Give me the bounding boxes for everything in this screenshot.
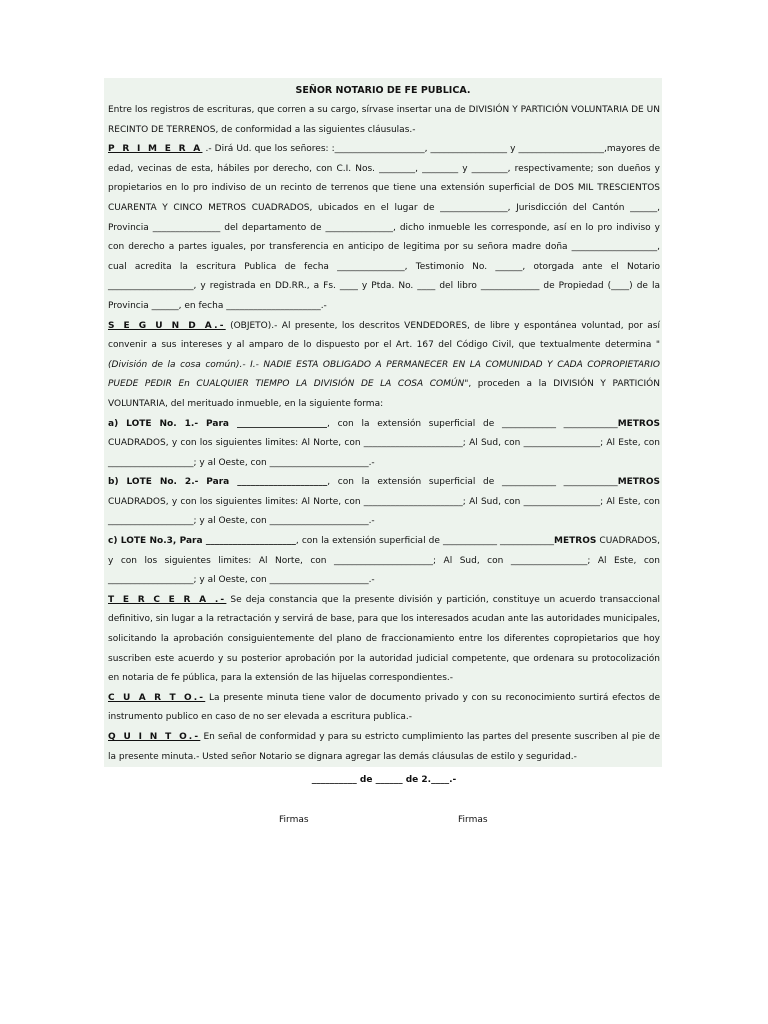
- clause-text: Se deja constancia que la presente división y partición, constituye un acuerdo transaccional definitivo, sin lugar a la retractación y servirá de base, para que los interesados acudan ante las autoridades municipales, solicitando la aprobación consiguientemente del plano de fraccionamiento entre los diferentes copropietarios que hoy suscriben este acuerdo y su posterior aprobación por la autoridad judicial competente, que ordenara su protocolización en notaria de fe pública, para la extensión de las hijuelas correspondientes.-: [108, 594, 660, 684]
- clause-cuarto: [108, 689, 660, 728]
- lote-metros: METROS: [617, 418, 660, 429]
- lote-text: , con la extensión superficial de ____________ ____________: [327, 418, 618, 429]
- lote-rest: CUADRADOS, y con los siguientes limites: Al Norte, con ______________________; Al Sud, con _________________; Al Este, con ___________________; y al Oeste, con ______________________.-: [108, 536, 661, 586]
- clause-label: C U A R T O.-: [108, 692, 206, 703]
- clause-label: S E G U N D A.-: [108, 320, 226, 331]
- lote-head: c) LOTE No.3, Para ____________________: [108, 536, 296, 547]
- clause-label: P R I M E R A: [108, 144, 203, 155]
- clause-text: La presente minuta tiene valor de documento privado y con su reconocimiento surtirá efectos de instrumento publico en caso de no ser elevada a escritura publica.-: [108, 692, 660, 723]
- lote-a: [108, 415, 660, 474]
- lote-text: , con la extensión superficial de ____________ ____________: [295, 536, 555, 547]
- clause-text: .- Dirá Ud. que los señores: :____________________, _________________ y ___________________,mayores de edad, vecinas de esta, hábiles por derecho, con C.I. Nos. ________, ________ y ________, respectivamente; son dueños y propietarios en lo pro indiviso de un recinto de terrenos que tiene una extensión superficial de DOS MIL TRESCIENTOS CUARENTA Y CINCO METROS CUADRADOS, ubicados en el lugar de _______________, Jurisdicción del Cantón ______, Provincia _______________ del departamento de _______________, dicho inmueble les corresponde, así en lo pro indiviso y con derecho a partes iguales, por transferencia en anticipo de legitima por su señora madre doña ___________________, cual acredita la escritura Publica de fecha _______________, Testimonio No. ______, otorgada ante el Notario ___________________, y registrada en DD.RR., a Fs. ____ y Ptda. No. ____ del libro _____________ de Propiedad (____) de la Provincia ______, en fecha _____________________.-: [108, 144, 661, 311]
- lote-b: [108, 473, 660, 532]
- clause-text: En señal de conformidad y para su estricto cumplimiento las partes del presente suscriben al pie de la presente minuta.- Usted señor Notario se dignara agregar las demás cláusulas de estilo y seguridad.-: [108, 732, 660, 762]
- document-title: SEÑOR NOTARIO DE FE PUBLICA.: [295, 85, 471, 96]
- lote-head: b) LOTE No. 2.- Para ____________________: [108, 477, 328, 488]
- lote-head: a) LOTE No. 1.- Para ____________________: [108, 418, 327, 429]
- clause-primera: [108, 140, 660, 316]
- clause-tercera: [108, 591, 660, 689]
- document-page: [104, 78, 662, 767]
- clause-quinto: [108, 728, 660, 767]
- quoted-article: (División de la cosa común).- I.- NADIE ESTA OBLIGADO A PERMANECER EN LA COMUNIDAD Y CADA COPROPIETARIO PUEDE PEDIR En CUALQUIER TIEMPO LA DIVISIÓN DE LA COSA COMÚN: [108, 359, 660, 390]
- intro-paragraph: Entre los registros de escrituras, que corren a su cargo, sírvase insertar una de DIVISIÓN Y PARTICIÓN VOLUNTARIA DE UN RECINTO DE TERRENOS, de conformidad a las siguientes cláusulas.-: [108, 105, 660, 135]
- lote-rest: CUADRADOS, y con los siguientes limites: Al Norte, con ______________________; Al Sud, con _________________; Al Este, con ___________________; y al Oeste, con ______________________.-: [108, 438, 660, 468]
- lote-metros: METROS: [617, 477, 660, 488]
- clause-label: Q U I N T O.-: [108, 732, 201, 742]
- date-line: __________ de ______ de 2.____.-: [311, 775, 457, 785]
- lote-metros: METROS: [554, 536, 597, 547]
- signature-label-right: Firmas: [458, 815, 488, 825]
- document-body: [108, 101, 660, 767]
- lote-text: , con la extensión superficial de ____________ ____________: [327, 477, 618, 488]
- clause-label: T E R C E R A .-: [108, 594, 227, 605]
- clause-segunda: [108, 317, 660, 415]
- signature-label-left: Firmas: [279, 815, 309, 825]
- clause-text: ", proceden a la DIVISIÓN Y PARTICIÓN VOLUNTARIA, del merituado inmueble, en la siguiente forma:: [108, 379, 660, 409]
- lote-rest: CUADRADOS, y con los siguientes limites: Al Norte, con ______________________; Al Sud, con _________________; Al Este, con ___________________; y al Oeste, con ______________________.-: [108, 496, 660, 527]
- lote-c: [108, 532, 660, 591]
- clause-text: (OBJETO).- Al presente, los descritos VENDEDORES, de libre y espontánea voluntad, por así convenir a sus intereses y al amparo de lo dispuesto por el Art. 167 del Código Civil, que textualmente determina ": [108, 320, 660, 351]
